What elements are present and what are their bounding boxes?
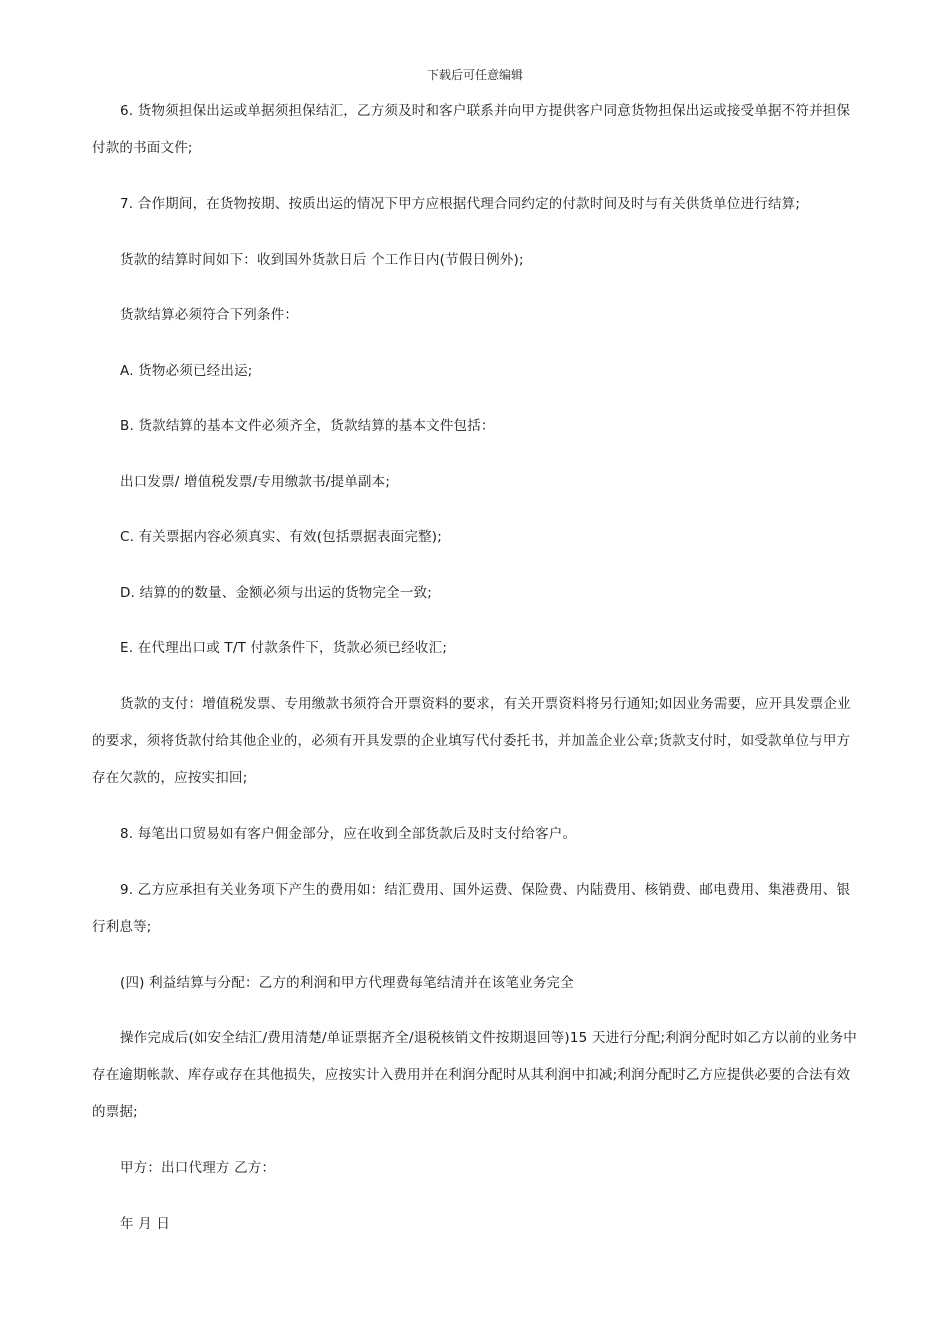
paragraph-settlement-time: 货款的结算时间如下：收到国外货款日后 个工作日内(节假日例外); xyxy=(120,252,524,268)
paragraph-condition-d: D. 结算的的数量、金额必须与出运的货物完全一致; xyxy=(120,585,433,601)
paragraph-item-8: 8. 每笔出口贸易如有客户佣金部分，应在收到全部货款后及时支付给客户。 xyxy=(120,826,577,842)
paragraph-item-7: 7. 合作期间，在货物按期、按质出运的情况下甲方应根据代理合同约定的付款时间及时与有关供货单位进行结算; xyxy=(120,196,801,212)
paragraph-condition-a: A. 货物必须已经出运; xyxy=(120,363,253,379)
paragraph-condition-c: C. 有关票据内容必须真实、有效(包括票据表面完整); xyxy=(120,529,442,545)
paragraph-date: 年 月 日 xyxy=(120,1216,171,1232)
paragraph-documents-list: 出口发票/ 增值税发票/专用缴款书/提单副本; xyxy=(120,474,391,490)
paragraph-item-9: 9. 乙方应承担有关业务项下产生的费用如：结汇费用、国外运费、保险费、内陆费用、核销费、邮电费用、集港费用、银行利息等; xyxy=(92,882,851,935)
paragraph-profit-distribution: 操作完成后(如安全结汇/费用清楚/单证票据齐全/退税核销文件按期退回等)15 天进行分配;利润分配时如乙方以前的业务中存在逾期帐款、库存或存在其他损失，应按实计入费用并在利润分配时从其利润中扣减;利润分配时乙方应提供必要的合法有效的票据; xyxy=(92,1030,857,1120)
paragraph-item-6: 6. 货物须担保出运或单据须担保结汇，乙方须及时和客户联系并向甲方提供客户同意货物担保出运或接受单据不符并担保付款的书面文件; xyxy=(92,103,851,156)
header-note: 下载后可任意编辑 xyxy=(426,68,523,82)
paragraph-condition-e: E. 在代理出口或 T/T 付款条件下，货款必须已经收汇; xyxy=(120,640,448,656)
paragraph-parties: 甲方：出口代理方 乙方： xyxy=(120,1160,276,1176)
paragraph-condition-b: B. 货款结算的基本文件必须齐全，货款结算的基本文件包括： xyxy=(120,418,495,434)
paragraph-payment: 货款的支付：增值税发票、专用缴款书须符合开票资料的要求，有关开票资料将另行通知;如因业务需要，应开具发票企业的要求，须将货款付给其他企业的，必须有开具发票的企业填写代付委托书，并加盖企业公章;货款支付时，如受款单位与甲方存在欠款的，应按实扣回; xyxy=(92,696,851,786)
paragraph-settlement-conditions: 货款结算必须符合下列条件： xyxy=(120,307,299,323)
paragraph-profit-settlement: (四) 利益结算与分配：乙方的利润和甲方代理费每笔结清并在该笔业务完全 xyxy=(120,975,574,991)
